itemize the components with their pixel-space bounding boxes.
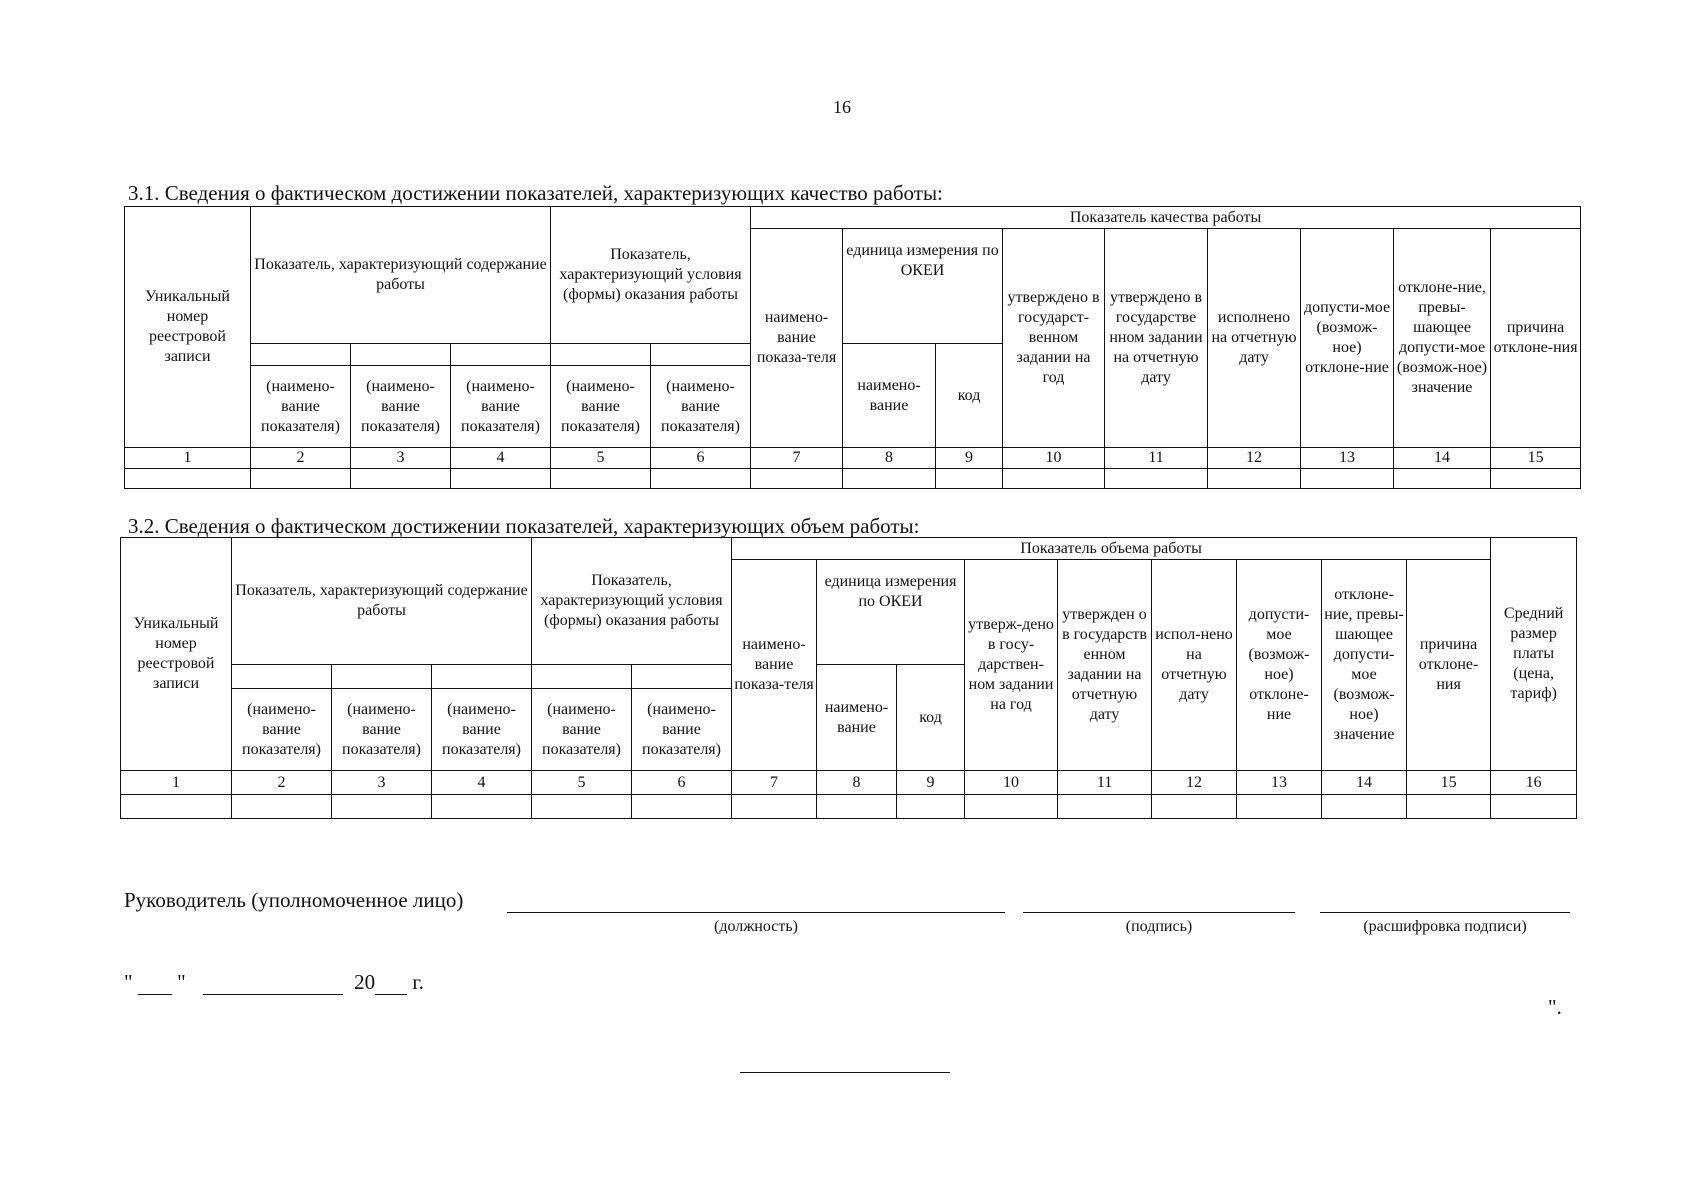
empty-cell [551, 469, 651, 489]
excess-deviation-header: отклоне-ние, превы-шающее допусти-мое (возмож-ное) значение [1394, 229, 1491, 448]
column-number: 6 [651, 448, 751, 469]
closing-quote-mark: ". [1548, 995, 1562, 1019]
volume-indicator-header: Показатель объема работы [732, 538, 1491, 560]
column-number: 10 [1003, 448, 1105, 469]
average-fee-header: Средний размер платы (цена, тариф) [1491, 538, 1577, 771]
unique-record-header: Уникальный номер реестровой записи [125, 207, 251, 448]
indicator-name-subheader: (наимено-вание показателя) [451, 366, 551, 448]
column-number: 9 [897, 771, 965, 795]
empty-cell [351, 344, 451, 366]
signature-caption: (подпись) [1125, 918, 1193, 935]
empty-cell [532, 795, 632, 819]
conditions-indicator-header: Показатель, характеризующий условия (формы) оказания работы [532, 538, 732, 665]
empty-cell [651, 344, 751, 366]
signature-decoding-caption: (расшифровка подписи) [1363, 918, 1527, 935]
column-number: 11 [1058, 771, 1152, 795]
executed-header: исполнено на отчетную дату [1208, 229, 1301, 448]
approved-year-header: утверждено в государст-венном задании на год [1003, 229, 1105, 448]
approved-date-header: утверждено в государстве нном задании на отчетную дату [1105, 229, 1208, 448]
empty-cell [1152, 795, 1237, 819]
indicator-name-subheader: (наимено-вание показателя) [251, 366, 351, 448]
close-quote: " [177, 970, 186, 994]
empty-cell [1105, 469, 1208, 489]
empty-cell [817, 795, 897, 819]
column-number: 7 [751, 448, 843, 469]
empty-cell [532, 665, 632, 689]
empty-cell [651, 469, 751, 489]
okei-unit-header: единица измерения по ОКЕИ [843, 229, 1003, 344]
data-row [125, 469, 1581, 489]
empty-cell [351, 469, 451, 489]
column-numbers-row [125, 448, 1581, 469]
empty-cell [432, 795, 532, 819]
column-number: 4 [432, 771, 532, 795]
column-number: 1 [125, 448, 251, 469]
empty-cell [232, 665, 332, 689]
empty-cell [897, 795, 965, 819]
indicator-name-subheader: (наимено-вание показателя) [332, 689, 432, 771]
unit-code-header: код [936, 344, 1003, 448]
page-number: 16 [833, 97, 851, 117]
month-field[interactable] [203, 974, 343, 995]
content-indicator-header: Показатель, характеризующий содержание работы [232, 538, 532, 665]
indicator-name-subheader: (наимено-вание показателя) [651, 366, 751, 448]
empty-cell [632, 795, 732, 819]
empty-cell [551, 344, 651, 366]
quality-indicator-header: Показатель качества работы [751, 207, 1581, 229]
column-number: 5 [532, 771, 632, 795]
column-number: 2 [232, 771, 332, 795]
excess-deviation-header: отклоне-ние, превы-шающее допусти-мое (возмож-ное) значение [1322, 560, 1407, 771]
volume-indicators-table [120, 537, 1577, 819]
data-row [121, 795, 1577, 819]
deviation-reason-header: причина отклоне-ния [1491, 229, 1581, 448]
column-number: 8 [843, 448, 936, 469]
indicator-name-header: наимено-вание показа-теля [732, 560, 817, 771]
empty-cell [1058, 795, 1152, 819]
empty-cell [965, 795, 1058, 819]
column-number: 8 [817, 771, 897, 795]
empty-cell [332, 665, 432, 689]
empty-cell [1491, 795, 1577, 819]
column-number: 13 [1301, 448, 1394, 469]
signature-decoding-field[interactable] [1320, 912, 1570, 913]
indicator-name-subheader: (наимено-вание показателя) [351, 366, 451, 448]
year-field[interactable] [375, 974, 407, 995]
okei-unit-header: единица измерения по ОКЕИ [817, 560, 965, 665]
content-indicator-header: Показатель, характеризующий содержание работы [251, 207, 551, 344]
empty-cell [632, 665, 732, 689]
empty-cell [1208, 469, 1301, 489]
signature-field[interactable] [1023, 912, 1295, 913]
empty-cell [732, 795, 817, 819]
position-field[interactable] [507, 912, 1005, 913]
column-number: 14 [1394, 448, 1491, 469]
unit-code-header: код [897, 665, 965, 771]
column-number: 10 [965, 771, 1058, 795]
approved-year-header: утверж-дено в госу-дарствен-ном задании на год [965, 560, 1058, 771]
empty-cell [1394, 469, 1491, 489]
empty-cell [1237, 795, 1322, 819]
column-number: 9 [936, 448, 1003, 469]
unique-record-header: Уникальный номер реестровой записи [121, 538, 232, 771]
column-number: 2 [251, 448, 351, 469]
column-number: 3 [332, 771, 432, 795]
empty-cell [332, 795, 432, 819]
year-prefix: 20 [354, 970, 376, 994]
empty-cell [432, 665, 532, 689]
column-number: 11 [1105, 448, 1208, 469]
allowed-deviation-header: допусти-мое (возмож-ное) отклоне-ние [1301, 229, 1394, 448]
empty-cell [843, 469, 936, 489]
column-number: 14 [1322, 771, 1407, 795]
signatory-label: Руководитель (уполномоченное лицо) [124, 888, 464, 912]
column-number: 15 [1491, 448, 1581, 469]
day-field[interactable] [138, 974, 172, 995]
empty-cell [1322, 795, 1407, 819]
column-number: 6 [632, 771, 732, 795]
unit-name-header: наимено-вание [843, 344, 936, 448]
empty-cell [451, 469, 551, 489]
empty-cell [232, 795, 332, 819]
approved-date-header: утвержден о в государств енном задании на отчетную дату [1058, 560, 1152, 771]
indicator-name-subheader: (наимено-вание показателя) [532, 689, 632, 771]
year-suffix: г. [412, 970, 424, 994]
empty-cell [1407, 795, 1491, 819]
empty-cell [1491, 469, 1581, 489]
indicator-name-subheader: (наимено-вание показателя) [632, 689, 732, 771]
quality-indicators-table [124, 206, 1581, 489]
position-caption: (должность) [714, 918, 798, 935]
column-number: 12 [1208, 448, 1301, 469]
empty-cell [1301, 469, 1394, 489]
empty-cell [451, 344, 551, 366]
column-number: 1 [121, 771, 232, 795]
column-number: 12 [1152, 771, 1237, 795]
indicator-name-subheader: (наимено-вание показателя) [432, 689, 532, 771]
indicator-name-subheader: (наимено-вание показателя) [551, 366, 651, 448]
executed-header: испол-нено на отчетную дату [1152, 560, 1237, 771]
open-quote: " [124, 970, 133, 994]
indicator-name-subheader: (наимено-вание показателя) [232, 689, 332, 771]
column-number: 13 [1237, 771, 1322, 795]
section-3-1-title: 3.1. Сведения о фактическом достижении показателей, характеризующих качество работы: [128, 181, 943, 205]
section-3-2-title: 3.2. Сведения о фактическом достижении показателей, характеризующих объем работы: [128, 514, 920, 538]
column-number: 5 [551, 448, 651, 469]
empty-cell [251, 469, 351, 489]
column-number: 4 [451, 448, 551, 469]
column-numbers-row [121, 771, 1577, 795]
empty-cell [121, 795, 232, 819]
empty-cell [936, 469, 1003, 489]
column-number: 15 [1407, 771, 1491, 795]
column-number: 16 [1491, 771, 1577, 795]
column-number: 3 [351, 448, 451, 469]
empty-cell [751, 469, 843, 489]
empty-cell [251, 344, 351, 366]
unit-name-header: наимено-вание [817, 665, 897, 771]
empty-cell [1003, 469, 1105, 489]
empty-cell [125, 469, 251, 489]
deviation-reason-header: причина отклоне-ния [1407, 560, 1491, 771]
date-line [124, 970, 424, 995]
indicator-name-header: наимено-вание показа-теля [751, 229, 843, 448]
column-number: 7 [732, 771, 817, 795]
allowed-deviation-header: допусти-мое (возмож-ное) отклоне-ние [1237, 560, 1322, 771]
conditions-indicator-header: Показатель, характеризующий условия (формы) оказания работы [551, 207, 751, 344]
bottom-divider [740, 1072, 950, 1073]
